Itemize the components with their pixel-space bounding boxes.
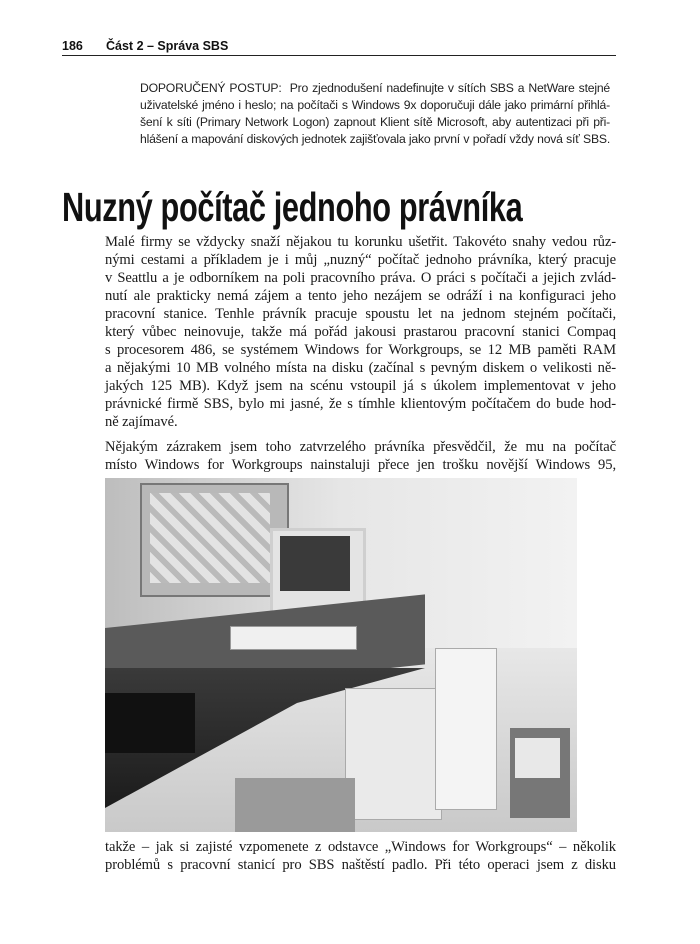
text-line: a nějakými 10 MB volného místa na disku (začínal s pevným diskem o velikosti ně- — [105, 360, 616, 376]
note-line: hlášení a mapování diskových jednotek zajišťovala jako první v pořadí vždy nová síť SBS. — [140, 132, 610, 146]
running-header — [62, 38, 616, 56]
paragraph-1 — [105, 233, 616, 431]
paragraph-2 — [105, 438, 616, 474]
office-computer-photo — [105, 478, 577, 832]
recommended-practice-note — [140, 80, 610, 148]
text-line: právnické firmě SBS, bylo mi jasné, že s tímhle klientovým počítačem do bude hod- — [105, 396, 616, 412]
note-line: Pro zjednodušení nadefinujte v sítích SBS a NetWare stejné — [289, 81, 611, 95]
section-heading: Nuzný počítač jednoho právníka — [62, 184, 523, 230]
note-line: uživatelské jméno i heslo; na počítači s Windows 9x doporučuji dále jako primární přihlá- — [140, 98, 610, 112]
text-line: takže – jak si zajisté vzpomenete z odstavce „Windows for Workgroups“ – několik — [105, 839, 616, 855]
text-line: který vůbec neinovuje, takže má pořád jakousi prastarou pracovní stanici Compaq — [105, 324, 616, 340]
text-line: nutí ale prakticky nemá zájem a tento jeho nezájem se odráží i na konfiguraci jeho — [105, 288, 616, 304]
text-line: problémů s pracovní stanicí pro SBS naštěstí padlo. Při této operaci jsem z disku — [105, 857, 616, 873]
text-line: v Seattlu a je odborníkem na poli pracovního práva. O práci s počítači a jejich zvlád- — [105, 270, 616, 286]
body-text-flow — [105, 233, 616, 474]
text-line: Malé firmy se vždycky snaží nějakou tu korunku ušetřit. Takovéto snahy vedou růz- — [105, 234, 616, 250]
paragraph-3 — [105, 838, 616, 874]
text-line: Nějakým zázrakem jsem toho zatvrzelého právníka přesvědčil, že mu na počítač — [105, 439, 616, 455]
text-line: jakých 125 MB). Když jsem na scénu vstoupil já s úkolem implementovat v jeho — [105, 378, 616, 394]
text-line: pracovní stanice. Tenhle právník pracuje spoustu let na jednom stejném počítači, — [105, 306, 616, 322]
note-label: DOPORUČENÝ POSTUP: — [140, 81, 282, 95]
part-title: Část 2 – Správa SBS — [106, 39, 229, 53]
text-line: ně zajímavé. — [105, 414, 178, 430]
text-line: místo Windows for Workgroups nainstaluji přece jen trošku novější Windows 95, — [105, 457, 616, 473]
text-line: nými cestami a příkladem je i můj „nuzný“ počítač jednoho právníka, který pracuje — [105, 252, 616, 268]
text-line: s procesorem 486, se systémem Windows for Workgroups, se 12 MB paměti RAM — [105, 342, 616, 358]
page-number: 186 — [62, 39, 83, 53]
note-line: šení k síti (Primary Network Logon) zapnout Klient sítě Microsoft, aby autentizaci při při- — [140, 115, 610, 129]
